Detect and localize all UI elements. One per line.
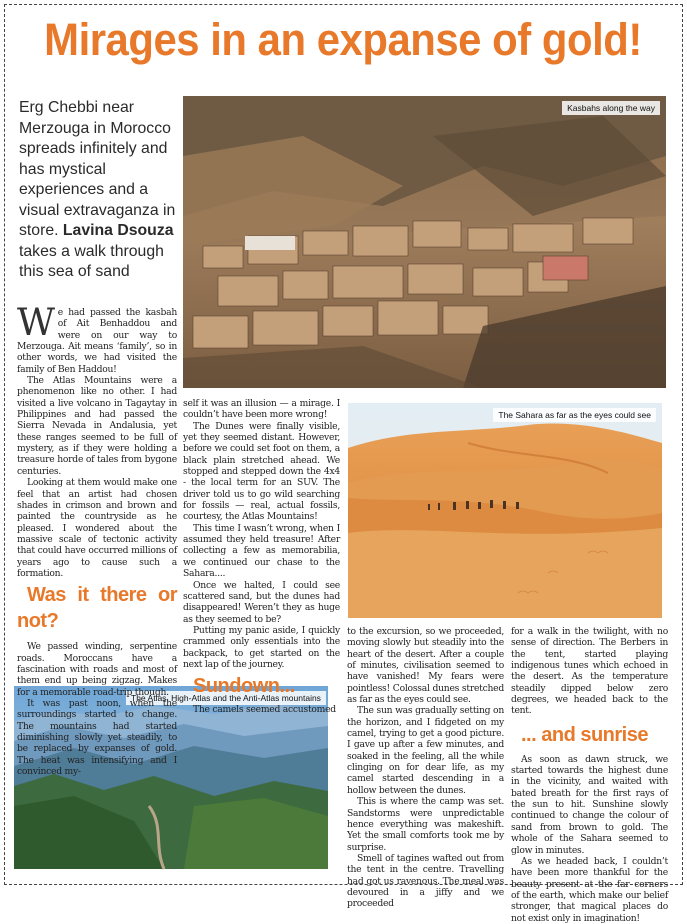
paragraph: Smell of tagines wafted out from the tent in the centre. Travelling had got us ravenous. The meal was devoured in a jiffy and we proceeded bbox=[347, 852, 504, 910]
paragraph: As we headed back, I couldn’t have been more thankful for the beauty present at the far corners of the earth, which make our belief stronger, that magical places do not exist only in imagination! bbox=[511, 855, 668, 924]
paragraph: This time I wasn’t wrong, when I assumed they held treasure! After collecting a few as memorabilia, we continued our chase to the Sahara.... bbox=[183, 522, 340, 580]
intro-text: Erg Chebbi near Merzouga in Morocco spreads infinitely and has mystical experiences and a visual extravaganza in store. bbox=[19, 99, 176, 239]
sahara-photo bbox=[348, 403, 662, 618]
paragraph: e had passed the kasbah of Ait Benhaddou and were on our way to Merzouga. Ait means ‘family’, so in other words, we had visited the family of Ben Haddou! bbox=[17, 307, 177, 375]
subhead-was-it-there: Was it there or not? bbox=[17, 584, 177, 633]
paragraph: We passed winding, serpentine roads. Moroccans have a fascination with roads and most of them end up being zigzag. Makes for a memorable road-trip though. bbox=[17, 641, 177, 698]
article-column-4 bbox=[511, 626, 668, 924]
article-column-1 bbox=[17, 301, 177, 778]
author-name: Lavina Dsouza bbox=[62, 222, 174, 239]
paragraph: The sun was gradually setting on the horizon, and I fidgeted on my camel, trying to get a good picture. I gave up after a few minutes, and soaked in the feeling, all the while clinging on for dear life, as my camel started descending in a hollow between the dunes. bbox=[347, 705, 504, 796]
paragraph: self it was an illusion — a mirage. I couldn’t have been more wrong! bbox=[183, 398, 340, 421]
subhead-sundown: Sundown... bbox=[193, 675, 295, 698]
article-column-3 bbox=[347, 626, 504, 910]
intro-text-after: takes a walk through this sea of sand bbox=[19, 242, 164, 280]
paragraph: to the excursion, so we proceeded, moving slowly but steadily into the heart of the desert. After a couple of minutes, civilisation seemed to have vanished! My fears were pointless! Colossal dunes stretched as far as the eyes could see. bbox=[347, 626, 504, 706]
headline: Mirages in an expanse of gold! bbox=[44, 14, 642, 65]
paragraph: As soon as dawn struck, we started towards the highest dune in the vicinity, and waited with bated breath for the first rays of the sun to hit. Sunshine slowly continued to change the colour of sand from brown to gold. The whole of the Sahara seemed to glow in minutes. bbox=[511, 753, 668, 856]
paragraph: for a walk in the twilight, with no sense of direction. The Berbers in the tent, started playing indigenous tunes which echoed in the desert. As the temperature steadily dipped below zero degrees, we headed back to the tent. bbox=[511, 626, 668, 717]
intro-standfirst bbox=[19, 98, 179, 283]
paragraph: Looking at them would make one feel that an artist had chosen shades in crimson and brown and painted the countryside as he pleased. I wondered about the massive scale of tectonic activity that could have occurred millions of years ago to cause such a formation. bbox=[17, 477, 177, 579]
paragraph: This is where the camp was set. Sandstorms were unpredictable hence everything was makeshift. Yet the small comforts took me by surprise. bbox=[347, 796, 504, 853]
paragraph: Once we halted, I could see scattered sand, but the dunes had disappeared! Weren’t they as huge as they seemed to be? bbox=[183, 579, 340, 625]
sahara-caption: The Sahara as far as the eyes could see bbox=[493, 408, 656, 422]
paragraph: It was past noon, when the surroundings started to change. The mountains had started diminishing slowly yet steadily, to be replaced by expanses of gold. The heat was intensifying and I convinced my- bbox=[17, 697, 177, 778]
dropcap: W bbox=[17, 301, 55, 344]
atlas-caption: The Atlas, High-Atlas and the Anti-Atlas mountains bbox=[126, 691, 326, 705]
kasbahs-caption: Kasbahs along the way bbox=[562, 101, 660, 115]
article-column-2 bbox=[183, 398, 340, 716]
subhead-and-sunrise: ... and sunrise bbox=[521, 723, 648, 746]
kasbahs-photo bbox=[183, 96, 666, 388]
paragraph: The Atlas Mountains were a phenomenon like no other. I had visited a live volcano in Tagaytay in Philippines and had passed the Sierra Nevada in Andalusia, yet these ranges seemed to be full of mystery, as if they were holding a treasure horde of tales from bygone centuries. bbox=[17, 375, 177, 477]
paragraph: The camels seemed accustomed bbox=[193, 704, 336, 716]
paragraph: The Dunes were finally visible, yet they seemed distant. However, before we could set foot on them, a black plain stretched ahead. We stopped and stepped down the 4x4 - the local term for an SUV. The driver told us to go wild searching for fossils — real, actual fossils, courtesy, the Atlas Mountains! bbox=[183, 420, 340, 523]
paragraph: Putting my panic aside, I quickly crammed only essentials into the backpack, to get started on the next lap of the journey. bbox=[183, 624, 340, 670]
